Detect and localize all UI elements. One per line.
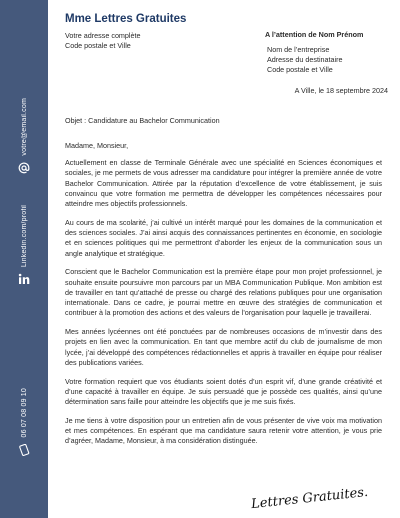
sender-address-line: Votre adresse complète	[65, 31, 141, 40]
sidebar	[0, 0, 48, 518]
sender-postal-line: Code postale et Ville	[65, 41, 131, 50]
recipient-postal: Code postale et Ville	[267, 65, 333, 74]
at-icon	[18, 162, 30, 174]
letter-date: A Ville, le 18 septembre 2024	[294, 86, 388, 95]
sidebar-phone	[0, 388, 48, 456]
sidebar-linkedin	[0, 205, 48, 285]
recipient-block	[265, 30, 363, 75]
sidebar-linkedin-text: Linkedin.com/profil	[20, 205, 28, 268]
sender-address	[65, 31, 141, 51]
recipient-attention: A l’attention de Nom Prénom	[265, 30, 364, 39]
body-paragraph: Au cours de ma scolarité, j’ai cultivé un intérêt marqué pour les domaines de la communication et des sciences sociales. J’ai ainsi acquis des connaissances pertinentes en économie, en sociologie et en sciences politiques qui me permettront d’aborder les enjeux de la communication sous un angle analytique et stratégique.	[65, 217, 382, 258]
recipient-company: Nom de l’entreprise	[267, 45, 330, 54]
sidebar-email	[0, 98, 48, 174]
linkedin-icon	[18, 273, 30, 285]
recipient-address: Adresse du destinataire	[267, 55, 343, 64]
letter-greeting: Madame, Monsieur,	[65, 141, 129, 150]
body-paragraph: Mes années lycéennes ont été ponctuées par de nombreuses occasions de m’investir dans des projets en lien avec la communication. En tant que membre actif du club de journalisme de mon lycée, j’ai développé des compétences rédactionnelles et appris à travailler en équipe pour réaliser des publications variées.	[65, 327, 382, 367]
letter-subject: Objet : Candidature au Bachelor Communication	[65, 116, 220, 125]
body-paragraph: Actuellement en classe de Terminale Générale avec une spécialité en Sciences économiques et sociales, je me permets de vous adresser ma candidature pour intégrer la première année de votre Bachelor Communication. Attirée par la réputation d’excellence de votre établissement, je suis convaincu que votre formation me permettra de développer les compétences nécessaires pour atteindre mes objectifs professionnels.	[65, 158, 382, 209]
phone-icon	[18, 444, 30, 456]
body-paragraph: Votre formation requiert que vos étudiants soient dotés d’un esprit vif, d’une grande créativité et d’une capacité à travailler en équipe. Je suis persuadé que je possède ces qualités, ainsi qu’une détermination sans faille pour atteindre les objectifs que je me suis fixés.	[65, 376, 382, 407]
letter	[48, 0, 400, 518]
body-paragraph: Je me tiens à votre disposition pour un entretien afin de vous présenter de vive voix ma motivation et mes compétences. En espérant que ma candidature saura retenir votre attention, je vous prie d’agréer, Madame, Monsieur, à ma considération distinguée.	[65, 415, 382, 446]
letter-body	[65, 158, 382, 455]
signature: Lettres Gratuites.	[250, 484, 369, 513]
sidebar-email-text: votre@email.com	[20, 98, 28, 156]
sidebar-phone-text: 06 07 08 09 10	[20, 388, 28, 438]
body-paragraph: Conscient que le Bachelor Communication est la première étape pour mon projet professionnel, je souhaite ensuite poursuivre mon parcours par un MBA Communication Publique. Mon ambition est de travailler en tant qu’attaché de presse ou chargé des relations publiques pour une organisation internationale. Dans ce cadre, je pourrai mettre en œuvre des stratégies de communication et contribuer à la promotion des actions et des valeurs de l’organisation pour laquelle je travaillerai.	[65, 267, 382, 318]
sender-name: Mme Lettres Gratuites	[65, 13, 187, 25]
